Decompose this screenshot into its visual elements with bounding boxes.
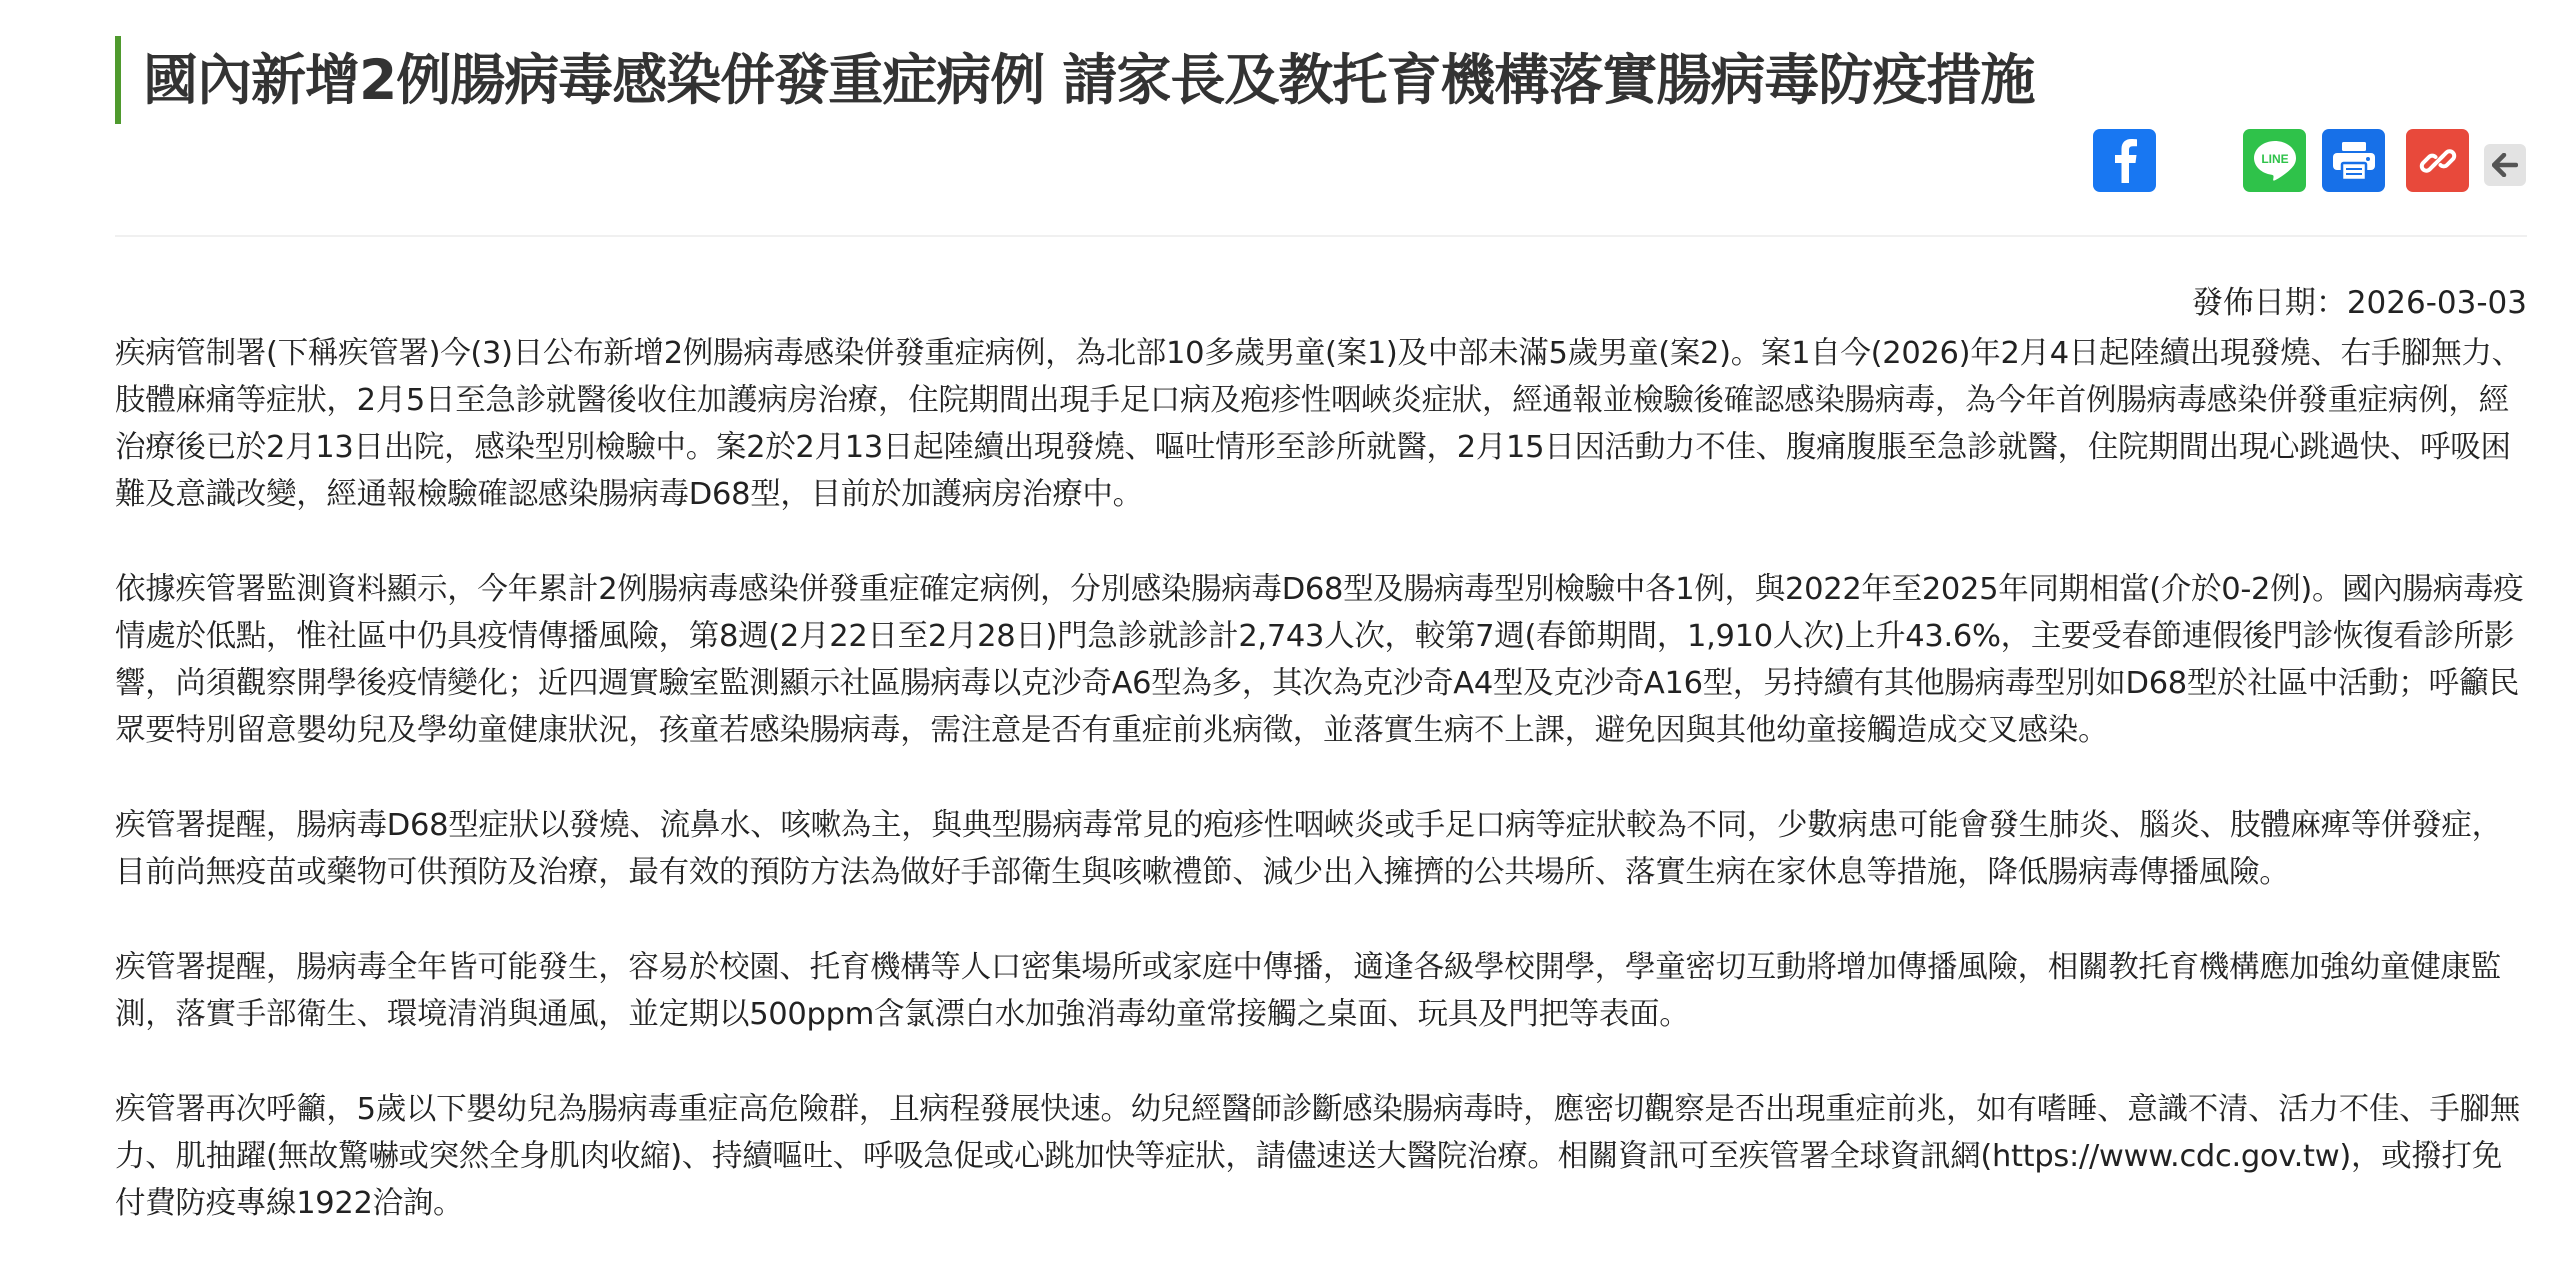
article-paragraph: 疾病管制署(下稱疾管署)今(3)日公布新增2例腸病毒感染併發重症病例，為北部10多歲男童(案1)及中部未滿5歲男童(案2)。案1自今(2026)年2月4日起陸續出現發燒、右手腳無力、肢體麻痛等症狀，2月5日至急診就醫後收住加護病房治療，住院期間出現手足口病及疱疹性咽峽炎症狀，經通報並檢驗後確認感染腸病毒，為今年首例腸病毒感染併發重症病例，經治療後已於2月13日出院，感染型別檢驗中。案2於2月13日起陸續出現發燒、嘔吐情形至診所就醫，2月15日因活動力不佳、腹痛腹脹至急診就醫，住院期間出現心跳過快、呼吸困難及意識改變，經通報檢驗確認感染腸病毒D68型，目前於加護病房治療中。	[115, 336, 2522, 512]
article-body	[115, 330, 2527, 1275]
link-icon	[2418, 141, 2458, 181]
article-paragraph: 疾管署提醒，腸病毒全年皆可能發生，容易於校園、托育機構等人口密集場所或家庭中傳播，適逢各級學校開學，學童密切互動將增加傳播風險，相關教托育機構應加強幼童健康監測，落實手部衛生、環境清消與通風，並定期以500ppm含氯漂白水加強消毒幼童常接觸之桌面、玩具及門把等表面。	[115, 950, 2501, 1032]
svg-text:LINE: LINE	[2260, 151, 2289, 166]
article-paragraph: 疾管署提醒，腸病毒D68型症狀以發燒、流鼻水、咳嗽為主，與典型腸病毒常見的疱疹性咽峽炎或手足口病等症狀較為不同，少數病患可能會發生肺炎、腦炎、肢體麻痺等併發症，目前尚無疫苗或藥物可供預防及治療，最有效的預防方法為做好手部衛生與咳嗽禮節、減少出入擁擠的公共場所、落實生病在家休息等措施，降低腸病毒傳播風險。	[115, 808, 2502, 890]
back-button[interactable]	[2484, 144, 2526, 186]
arrow-left-icon	[2492, 153, 2518, 177]
print-icon	[2332, 141, 2376, 181]
publish-date: 發佈日期：2026-03-03	[2191, 285, 2527, 321]
print-button[interactable]	[2322, 129, 2385, 192]
share-toolbar	[2093, 129, 2527, 191]
article-paragraph: 依據疾管署監測資料顯示，今年累計2例腸病毒感染併發重症確定病例，分別感染腸病毒D68型及腸病毒型別檢驗中各1例，與2022年至2025年同期相當(介於0-2例)。國內腸病毒疫情處於低點，惟社區中仍具疫情傳播風險，第8週(2月22日至2月28日)門急診就診計2,743人次，較第7週(春節期間，1,910人次)上升43.6%，主要受春節連假後門診恢復看診所影響，尚須觀察開學後疫情變化；近四週實驗室監測顯示社區腸病毒以克沙奇A6型為多，其次為克沙奇A4型及克沙奇A16型，另持續有其他腸病毒型別如D68型於社區中活動；呼籲民眾要特別留意嬰幼兒及學幼童健康狀況，孩童若感染腸病毒，需注意是否有重症前兆病徵，並落實生病不上課，避免因與其他幼童接觸造成交叉感染。	[115, 572, 2524, 748]
page-title: 國內新增2例腸病毒感染併發重症病例 請家長及教托育機構落實腸病毒防疫措施	[143, 47, 2035, 112]
article-paragraph: 疾管署再次呼籲，5歲以下嬰幼兒為腸病毒重症高危險群，且病程發展快速。幼兒經醫師診斷感染腸病毒時，應密切觀察是否出現重症前兆，如有嗜睡、意識不清、活力不佳、手腳無力、肌抽躍(無故驚嚇或突然全身肌肉收縮)、持續嘔吐、呼吸急促或心跳加快等症狀，請儘速送大醫院治療。相關資訊可至疾管署全球資訊網(https://www.cdc.gov.tw)，或撥打免付費防疫專線1922洽詢。	[115, 1092, 2520, 1221]
facebook-icon	[2112, 139, 2138, 183]
copy-link-button[interactable]	[2406, 129, 2469, 192]
line-share-button[interactable]	[2243, 129, 2306, 192]
article-page	[115, 0, 2527, 1238]
header-divider	[115, 235, 2527, 237]
line-icon	[2252, 139, 2298, 183]
facebook-share-button[interactable]	[2093, 129, 2156, 192]
page-title-container	[115, 36, 2034, 124]
